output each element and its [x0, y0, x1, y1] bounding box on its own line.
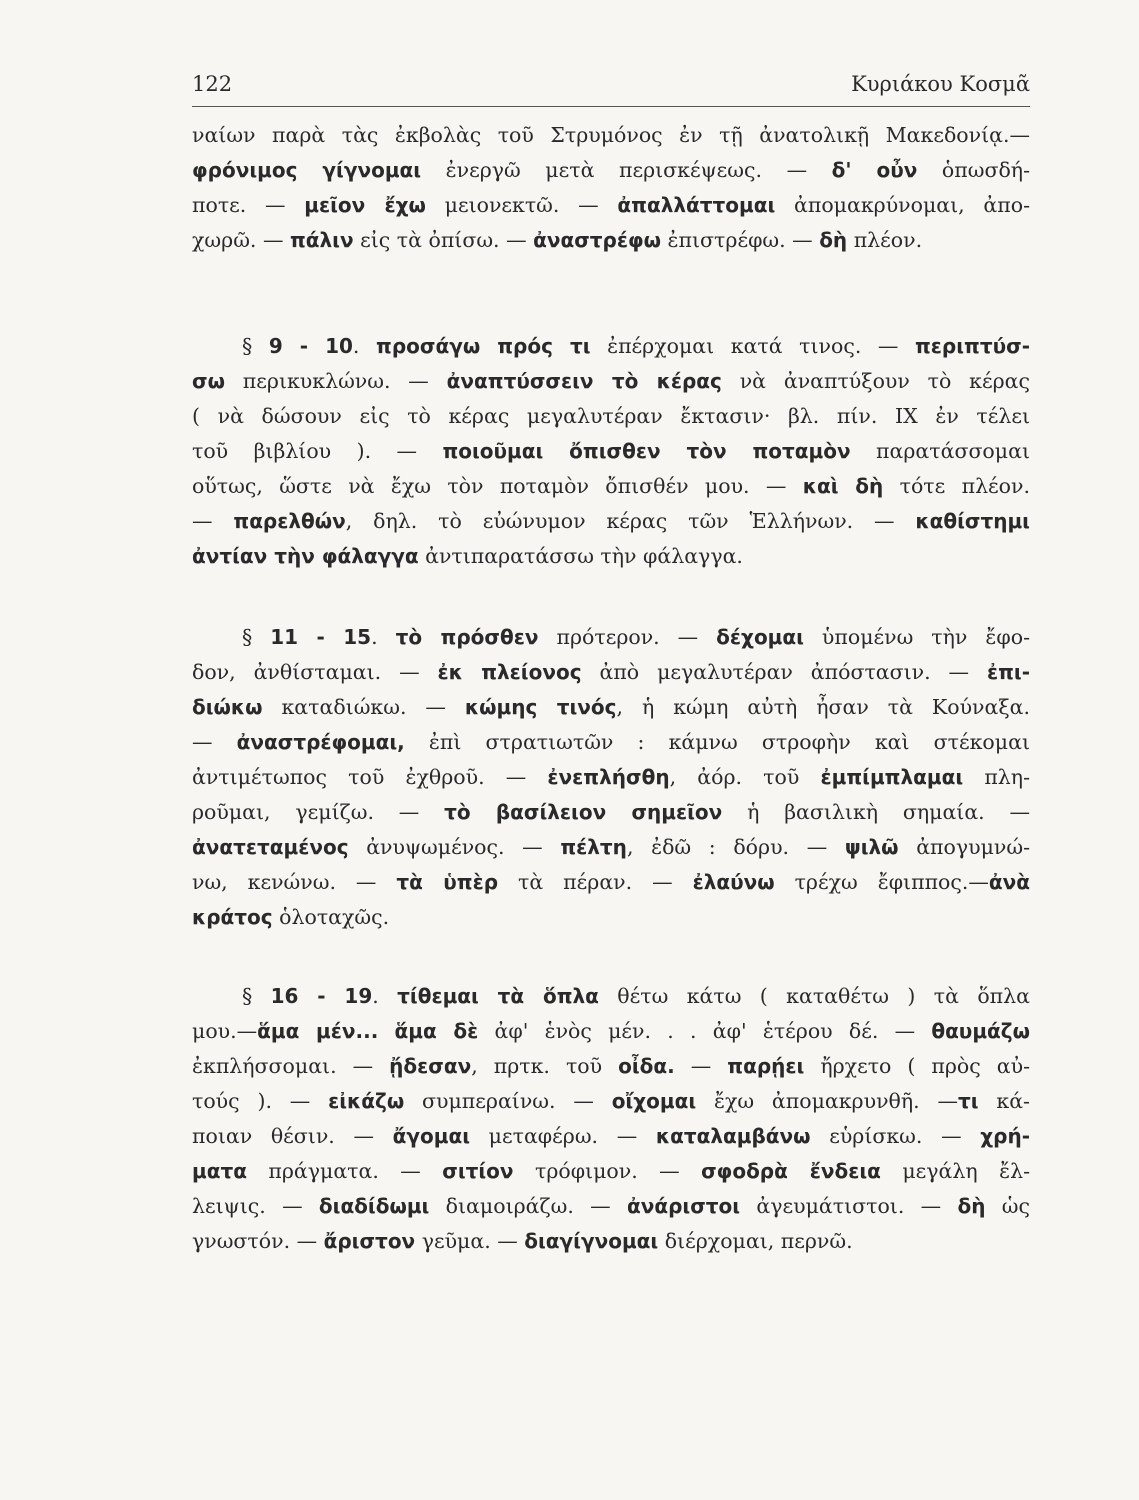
text-line — [192, 830, 1030, 865]
gloss-text: ἐνεργῶ μετὰ περισκέψεως. — — [421, 158, 832, 182]
gloss-text: ἡ βασιλικὴ σημαία. — — [722, 800, 1031, 824]
gloss-text: μου.— — [192, 1019, 258, 1043]
headword: ἅμα μέν... — [257, 1019, 379, 1043]
gloss-text: χωρῶ. — — [192, 228, 290, 252]
gloss-text: λειψις. — — [192, 1194, 319, 1218]
headword: τι — [958, 1089, 979, 1113]
gloss-text: ἀντιπαρατάσσω τὴν φάλαγγα. — [418, 544, 743, 568]
gloss-text: πλέον. — [847, 228, 923, 252]
gloss-text: τὰ πέραν. — — [498, 870, 693, 894]
headword: 16 - 19 — [270, 984, 373, 1008]
headword: σφοδρὰ ἔνδεια — [701, 1159, 881, 1183]
gloss-text: ὁλοταχῶς. — [272, 905, 390, 929]
running-title: Κυριάκου Κοσμᾶ — [851, 72, 1030, 96]
text-line — [192, 329, 1030, 364]
headword: τίθεμαι τὰ ὅπλα — [397, 984, 599, 1008]
gloss-text: μεταφέρω. — — [470, 1124, 656, 1148]
page-number: 122 — [192, 72, 233, 96]
gloss-text: τοῦ βιβλίου ). — — [192, 439, 443, 463]
headword: περιπτύσ- — [914, 334, 1030, 358]
gloss-text: πράγματα. — — [246, 1159, 443, 1183]
gloss-text: ἤρχετο ( πρὸς αὐ- — [804, 1054, 1030, 1078]
gloss-text: — — [674, 1054, 728, 1078]
headword: ἐμπίμπλαμαι — [820, 765, 964, 789]
text-line — [192, 865, 1030, 900]
gloss-text: , πρτκ. τοῦ — [471, 1054, 619, 1078]
gloss-text: ἀπογυμνώ- — [898, 835, 1031, 859]
text-line — [192, 469, 1030, 504]
gloss-text: ἐπέρχομαι κατά τινος. — — [590, 334, 915, 358]
headword: τὸ βασίλειον σημεῖον — [444, 800, 723, 824]
text-line — [192, 504, 1030, 539]
headword: ἀντίαν τὴν φάλαγγα — [192, 544, 419, 568]
headword: εἰκάζω — [328, 1089, 405, 1113]
headword: ἀνατεταμένος — [192, 835, 349, 859]
text-line — [192, 153, 1030, 188]
headword: προσάγω πρός τι — [376, 334, 591, 358]
headword: ἀπαλλάττομαι — [617, 193, 776, 217]
headword: διαδίδωμι — [318, 1194, 430, 1218]
headword: 11 - 15 — [270, 625, 372, 649]
gloss-text: πλη- — [963, 765, 1030, 789]
gloss-text: , ἀόρ. τοῦ — [669, 765, 821, 789]
text-line — [192, 760, 1030, 795]
text-line — [192, 979, 1030, 1014]
gloss-text: ποιαν θέσιν. — — [192, 1124, 393, 1148]
headword: πέλτη — [560, 835, 627, 859]
gloss-text: § — [242, 334, 269, 358]
gloss-text: εὑρίσκω. — — [810, 1124, 981, 1148]
gloss-text: εἰς τὰ ὀπίσω. — — [353, 228, 534, 252]
text-line — [192, 1119, 1030, 1154]
headword: ἐλαύνω — [692, 870, 775, 894]
headword: παρελθών — [233, 509, 346, 533]
gloss-text: ἀνυψωμένος. — — [348, 835, 561, 859]
text-line — [192, 1189, 1030, 1224]
text-line — [192, 795, 1030, 830]
gloss-text: — — [192, 509, 234, 533]
headword: καθίστημι — [915, 509, 1030, 533]
text-line — [192, 1049, 1030, 1084]
text-line — [192, 1014, 1030, 1049]
headword: θαυμάζω — [931, 1019, 1030, 1043]
gloss-text: τρόφιμον. — — [513, 1159, 702, 1183]
headword: δὴ — [957, 1194, 986, 1218]
gloss-text: — — [192, 730, 237, 754]
gloss-text: ἐπὶ στρατιωτῶν : κάμνω στροφὴν καὶ στέκομαι — [404, 730, 1030, 754]
gloss-text: ροῦμαι, γεμίζω. — — [192, 800, 445, 824]
paragraph-3 — [192, 620, 1030, 935]
gloss-text: ἔχω ἀπομακρυνθῆ. — — [696, 1089, 958, 1113]
paragraph-1 — [192, 118, 1030, 258]
gloss-text: νω, κενώνω. — — [192, 870, 397, 894]
text-line — [192, 539, 1030, 574]
gloss-text: νὰ ἀναπτύξουν τὸ κέρας — [721, 369, 1030, 393]
gloss-text: παρατάσσομαι — [850, 439, 1030, 463]
headword: ματα — [192, 1159, 247, 1183]
text-line — [192, 399, 1030, 434]
gloss-text: ὑπομένω τὴν ἔφο- — [803, 625, 1031, 649]
gloss-text: , ἡ κώμη αὐτὴ ἦσαν τὰ Κούναξα. — [616, 695, 1031, 719]
gloss-text: , δηλ. τὸ εὐώνυμον κέρας τῶν Ἑλλήνων. — — [345, 509, 916, 533]
gloss-text: γνωστόν. — — [192, 1229, 324, 1253]
header-rule — [192, 106, 1030, 107]
headword: σω — [192, 369, 225, 393]
text-line — [192, 364, 1030, 399]
gloss-text: ἀγευμάτιστοι. — — [740, 1194, 958, 1218]
headword: ψιλῶ — [844, 835, 899, 859]
headword: δ' οὖν — [831, 158, 918, 182]
headword: καταλαμβάνω — [655, 1124, 811, 1148]
text-line — [192, 1224, 1030, 1259]
gloss-text: ἀπομακρύνομαι, ἀπο- — [775, 193, 1031, 217]
text-line — [192, 188, 1030, 223]
headword: ἀναστρέφομαι, — [236, 730, 405, 754]
headword: οἶδα. — [618, 1054, 675, 1078]
gloss-text: . — [371, 625, 396, 649]
gloss-text: . — [352, 334, 376, 358]
page-header — [192, 72, 1030, 96]
headword: φρόνιμος γίγνομαι — [192, 158, 422, 182]
gloss-text: τότε πλέον. — [883, 474, 1031, 498]
text-line — [192, 725, 1030, 760]
gloss-text: συμπεραίνω. — — [404, 1089, 612, 1113]
text-line — [192, 223, 1030, 258]
gloss-text: § — [242, 984, 271, 1008]
text-line — [192, 620, 1030, 655]
gloss-text: κά- — [978, 1089, 1030, 1113]
headword: οἴχομαι — [611, 1089, 697, 1113]
gloss-text: ναίων παρὰ τὰς ἐκβολὰς τοῦ Στρυμόνος ἐν τῇ ἀνατολικῇ Μακεδονίᾳ.— — [192, 123, 1030, 147]
gloss-text: ἀφ' ἑνὸς μέν. . . ἀφ' ἑτέρου δέ. — — [478, 1019, 932, 1043]
gloss-text: διαμοιράζω. — — [429, 1194, 627, 1218]
gloss-text: ὡς — [985, 1194, 1031, 1218]
gloss-text: δον, ἀνθίσταμαι. — — [192, 660, 438, 684]
headword: ἀναστρέφω — [533, 228, 662, 252]
headword: καὶ δὴ — [802, 474, 884, 498]
headword: διαγίγνομαι — [524, 1229, 659, 1253]
headword: σιτίον — [442, 1159, 514, 1183]
gloss-text: ἐπιστρέφω. — — [661, 228, 820, 252]
gloss-text: ἀπὸ μεγαλυτέραν ἀπόστασιν. — — [581, 660, 987, 684]
headword: τὰ ὑπὲρ — [396, 870, 499, 894]
gloss-text: οὕτως, ὥστε νὰ ἔχω τὸν ποταμὸν ὄπισθέν μου. — — [192, 474, 803, 498]
headword: ἄριστον — [323, 1229, 416, 1253]
headword: ἄγομαι — [392, 1124, 470, 1148]
headword: ποιοῦμαι ὄπισθεν τὸν ποταμὸν — [442, 439, 851, 463]
headword: ἅμα δὲ — [394, 1019, 479, 1043]
headword: δὴ — [819, 228, 848, 252]
headword: ἀναπτύσσειν τὸ κέρας — [446, 369, 722, 393]
gloss-text: πρότερον. — — [538, 625, 717, 649]
headword: χρή- — [980, 1124, 1031, 1148]
gloss-text: ( νὰ δώσουν εἰς τὸ κέρας μεγαλυτέραν ἔκτασιν· βλ. πίν. IX ἐν τέλει — [192, 404, 1030, 428]
headword: παρῄει — [727, 1054, 805, 1078]
headword: ἀνάριστοι — [626, 1194, 741, 1218]
gloss-text: μειονεκτῶ. — — [425, 193, 618, 217]
gloss-text: τούς ). — — [192, 1089, 329, 1113]
headword: τὸ πρόσθεν — [395, 625, 539, 649]
gloss-text: , ἐδῶ : δόρυ. — — [626, 835, 845, 859]
gloss-text: μεγάλη ἔλ- — [880, 1159, 1030, 1183]
paragraph-4 — [192, 979, 1030, 1259]
gloss-text: § — [242, 625, 271, 649]
gloss-text: . — [372, 984, 398, 1008]
gloss-text: ποτε. — — [192, 193, 305, 217]
headword: κράτος — [192, 905, 273, 929]
headword: πάλιν — [289, 228, 354, 252]
headword: κώμης τινός — [464, 695, 617, 719]
headword: διώκω — [192, 695, 263, 719]
text-line — [192, 1154, 1030, 1189]
headword: ἐπι- — [986, 660, 1031, 684]
gloss-text: θέτω κάτω ( καταθέτω ) τὰ ὅπλα — [598, 984, 1030, 1008]
gloss-text: διέρχομαι, περνῶ. — [658, 1229, 853, 1253]
text-line — [192, 655, 1030, 690]
gloss-text — [378, 1019, 394, 1043]
gloss-text: ἐκπλήσσομαι. — — [192, 1054, 390, 1078]
gloss-text: καταδιώκω. — — [262, 695, 465, 719]
text-line — [192, 434, 1030, 469]
gloss-text: τρέχω ἔφιππος.— — [774, 870, 989, 894]
gloss-text: γεῦμα. — — [415, 1229, 525, 1253]
paragraph-2 — [192, 329, 1030, 574]
headword: ἐνεπλήσθη — [547, 765, 670, 789]
gloss-text: ὁπωσδή- — [917, 158, 1030, 182]
headword: ἐκ πλείονος — [437, 660, 582, 684]
text-line — [192, 1084, 1030, 1119]
text-line — [192, 690, 1030, 725]
text-line — [192, 118, 1030, 153]
gloss-text: περικυκλώνω. — — [224, 369, 447, 393]
headword: ἀνὰ — [988, 870, 1030, 894]
headword: 9 - 10 — [268, 334, 353, 358]
text-line — [192, 900, 1030, 935]
headword: δέχομαι — [716, 625, 804, 649]
gloss-text: ἀντιμέτωπος τοῦ ἐχθροῦ. — — [192, 765, 548, 789]
headword: μεῖον ἔχω — [304, 193, 426, 217]
headword: ᾔδεσαν — [389, 1054, 472, 1078]
